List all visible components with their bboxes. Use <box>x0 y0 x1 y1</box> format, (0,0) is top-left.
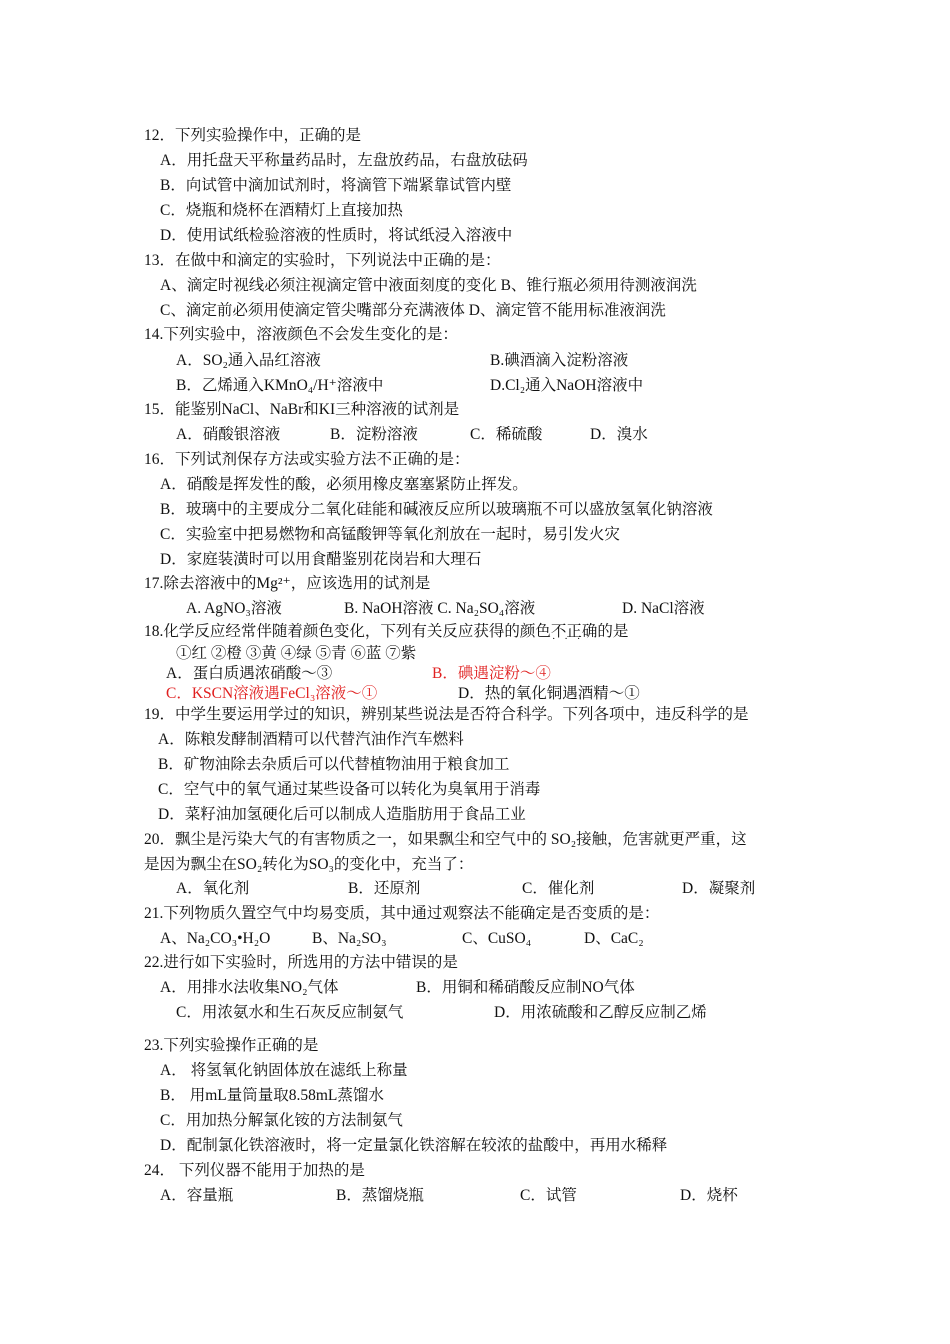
text-line <box>470 425 542 445</box>
text-line <box>490 351 628 371</box>
text-line <box>522 879 594 899</box>
line-text: 22.进行如下实验时，所选用的方法中错误的是 <box>144 954 458 971</box>
text-line <box>458 684 640 704</box>
line-text: D．用浓硫酸和乙醇反应制乙烯 <box>494 1004 707 1021</box>
line-text: A．SO₂通入品红溶液 <box>176 352 321 369</box>
text-line <box>144 622 628 642</box>
text-line <box>176 425 280 445</box>
line-text: D．菜籽油加氢硬化后可以制成人造脂肪用于食品工业 <box>158 806 526 823</box>
line-text: A．陈粮发酵制酒精可以代替汽油作汽车燃料 <box>158 731 464 748</box>
text-line <box>186 599 282 619</box>
line-text: D．凝聚剂 <box>682 880 756 897</box>
line-text: A．用排水法收集NO₂气体 <box>160 979 339 996</box>
line-text: 21.下列物质久置空气中均易变质，其中通过观察法不能确定是否变质的是： <box>144 905 660 922</box>
line-text: 17.除去溶液中的Mg²⁺，应该选用的试剂是 <box>144 575 431 592</box>
text-line <box>144 126 361 146</box>
text-line <box>144 855 473 875</box>
line-text: C、滴定前必须用使滴定管尖嘴部分充满液体 D、滴定管不能用标准液润洗 <box>160 302 666 319</box>
line-text: 23.下列实验操作正确的是 <box>144 1037 319 1054</box>
line-text: A． 将氢氧化钠固体放在滤纸上称量 <box>160 1062 408 1079</box>
line-text: B．淀粉溶液 <box>330 426 418 443</box>
line-text: 15．能鉴别NaCl、NaBr和KI三种溶液的试剂是 <box>144 401 460 418</box>
line-text: B.碘酒滴入淀粉溶液 <box>490 352 629 369</box>
text-line <box>144 574 430 594</box>
line-text: D．热的氧化铜遇酒精～① <box>458 685 640 702</box>
text-line <box>144 450 470 470</box>
text-line <box>160 1136 667 1156</box>
text-line <box>160 151 528 171</box>
text-line <box>312 929 387 949</box>
line-text: B. NaOH溶液 C. Na₂SO₄溶液 <box>344 600 536 617</box>
line-text: 13．在做中和滴定的实验时，下列说法中正确的是： <box>144 252 501 269</box>
text-line <box>336 1186 424 1206</box>
text-line <box>144 251 501 271</box>
text-line <box>160 978 339 998</box>
line-text: C．实验室中把易燃物和高锰酸钾等氧化剂放在一起时，易引发火灾 <box>160 526 620 543</box>
text-line <box>330 425 418 445</box>
text-line <box>160 500 713 520</box>
line-text: D．烧杯 <box>680 1187 738 1204</box>
line-text: D.Cl₂通入NaOH溶液中 <box>490 377 644 394</box>
line-text: 18.化学反应经常伴随着颜色变化，下列有关反应获得的颜色 <box>144 623 551 640</box>
text-line <box>160 176 511 196</box>
text-line <box>158 755 509 775</box>
text-line <box>176 1003 403 1023</box>
line-text: B．乙烯通入KMnO₄/H⁺溶液中 <box>176 377 384 394</box>
text-line <box>160 1111 403 1131</box>
text-line <box>144 325 458 345</box>
line-text: C．烧瓶和烧杯在酒精灯上直接加热 <box>160 202 403 219</box>
line-text: C．催化剂 <box>522 880 595 897</box>
line-text: C．试管 <box>520 1187 577 1204</box>
text-line <box>160 226 512 246</box>
line-text: B．还原剂 <box>348 880 421 897</box>
line-text: 是因为飘尘在SO₂转化为SO₃的变化中，充当了： <box>144 856 474 873</box>
text-line <box>590 425 648 445</box>
line-text: C．KSCN溶液遇FeCl₃溶液～① <box>166 685 378 702</box>
text-line <box>160 1061 408 1081</box>
text-line <box>432 664 551 684</box>
line-text: B、Na₂SO₃ <box>312 930 387 947</box>
line-text: C、CuSO₄ <box>462 930 532 947</box>
line-text: B． 用mL量筒量取8.58mL蒸馏水 <box>160 1087 384 1104</box>
text-line <box>622 599 705 619</box>
text-line <box>144 400 459 420</box>
line-text: C．空气中的氧气通过某些设备可以转化为臭氧用于消毒 <box>158 781 541 798</box>
line-text: A．用托盘天平称量药品时，左盘放药品，右盘放砝码 <box>160 152 528 169</box>
text-line <box>144 953 458 973</box>
text-line <box>520 1186 577 1206</box>
line-text: D．配制氯化铁溶液时，将一定量氯化铁溶解在较浓的盐酸中，再用水稀释 <box>160 1137 668 1154</box>
emphasis-text: 不正确 · · · <box>551 623 598 640</box>
line-text: 16．下列试剂保存方法或实验方法不正确的是： <box>144 451 470 468</box>
text-line <box>158 730 464 750</box>
line-text: C．用浓氨水和生石灰反应制氨气 <box>176 1004 404 1021</box>
text-line <box>144 1161 365 1181</box>
text-line <box>160 1086 384 1106</box>
text-line <box>176 376 383 396</box>
line-text: 19．中学生要运用学过的知识，辨别某些说法是否符合科学。下列各项中，违反科学的是 <box>144 706 749 723</box>
text-line <box>176 644 416 664</box>
line-text: D、CaC₂ <box>584 930 644 947</box>
line-text: 12．下列实验操作中，正确的是 <box>144 127 362 144</box>
line-text: B．向试管中滴加试剂时，将滴管下端紧靠试管内壁 <box>160 177 512 194</box>
text-line <box>416 978 635 998</box>
text-line <box>160 525 620 545</box>
line-text: A．容量瓶 <box>160 1187 234 1204</box>
text-line <box>144 904 659 924</box>
line-text: B．矿物油除去杂质后可以代替植物油用于粮食加工 <box>158 756 510 773</box>
line-text: A．氧化剂 <box>176 880 250 897</box>
text-line <box>144 1036 318 1056</box>
text-line <box>490 376 643 396</box>
text-line <box>160 550 481 570</box>
text-line <box>680 1186 738 1206</box>
line-text: B．玻璃中的主要成分二氧化硅能和碱液反应所以玻璃瓶不可以盛放氢氧化钠溶液 <box>160 501 713 518</box>
line-text-end: 的是 <box>597 623 629 640</box>
line-text: C．稀硫酸 <box>470 426 543 443</box>
text-line <box>144 705 749 725</box>
line-text: B．用铜和稀硝酸反应制NO气体 <box>416 979 635 996</box>
line-text: A．蛋白质遇浓硝酸～③ <box>166 665 333 682</box>
line-text: B．蒸馏烧瓶 <box>336 1187 424 1204</box>
text-line <box>682 879 755 899</box>
line-text: C．用加热分解氯化铵的方法制氨气 <box>160 1112 403 1129</box>
line-text: A．硝酸银溶液 <box>176 426 281 443</box>
line-text: D．家庭装潢时可以用食醋鉴别花岗岩和大理石 <box>160 551 482 568</box>
text-line <box>584 929 644 949</box>
text-line <box>158 805 526 825</box>
line-text: A. AgNO₃溶液 <box>186 600 282 617</box>
line-text: D．溴水 <box>590 426 648 443</box>
text-line <box>158 780 540 800</box>
text-line <box>176 879 249 899</box>
line-text: 20．飘尘是污染大气的有害物质之一，如果飘尘和空气中的 SO₂接触，危害就更严重，这 <box>144 831 747 848</box>
line-text: A．硝酸是挥发性的酸，必须用橡皮塞塞紧防止挥发。 <box>160 476 528 493</box>
text-line <box>344 599 535 619</box>
text-line <box>166 664 332 684</box>
text-line <box>166 684 377 704</box>
text-line <box>462 929 531 949</box>
text-line <box>494 1003 707 1023</box>
line-text: ①红 ②橙 ③黄 ④绿 ⑤青 ⑥蓝 ⑦紫 <box>176 645 417 662</box>
text-line <box>160 201 403 221</box>
text-line <box>160 301 666 321</box>
text-line <box>176 351 321 371</box>
text-line <box>160 276 697 296</box>
text-line <box>160 929 270 949</box>
text-line <box>160 475 528 495</box>
text-line <box>348 879 420 899</box>
line-text: D. NaCl溶液 <box>622 600 705 617</box>
line-text: A、Na₂CO₃•H₂O <box>160 930 271 947</box>
text-line <box>160 1186 233 1206</box>
text-line <box>144 830 747 850</box>
line-text: 14.下列实验中，溶液颜色不会发生变化的是： <box>144 326 458 343</box>
line-text: A、滴定时视线必须注视滴定管中液面刻度的变化 B、锥行瓶必须用待测液润洗 <box>160 277 697 294</box>
line-text: D．使用试纸检验溶液的性质时，将试纸浸入溶液中 <box>160 227 513 244</box>
line-text: B．碘遇淀粉～④ <box>432 665 551 682</box>
line-text: 24． 下列仪器不能用于加热的是 <box>144 1162 365 1179</box>
